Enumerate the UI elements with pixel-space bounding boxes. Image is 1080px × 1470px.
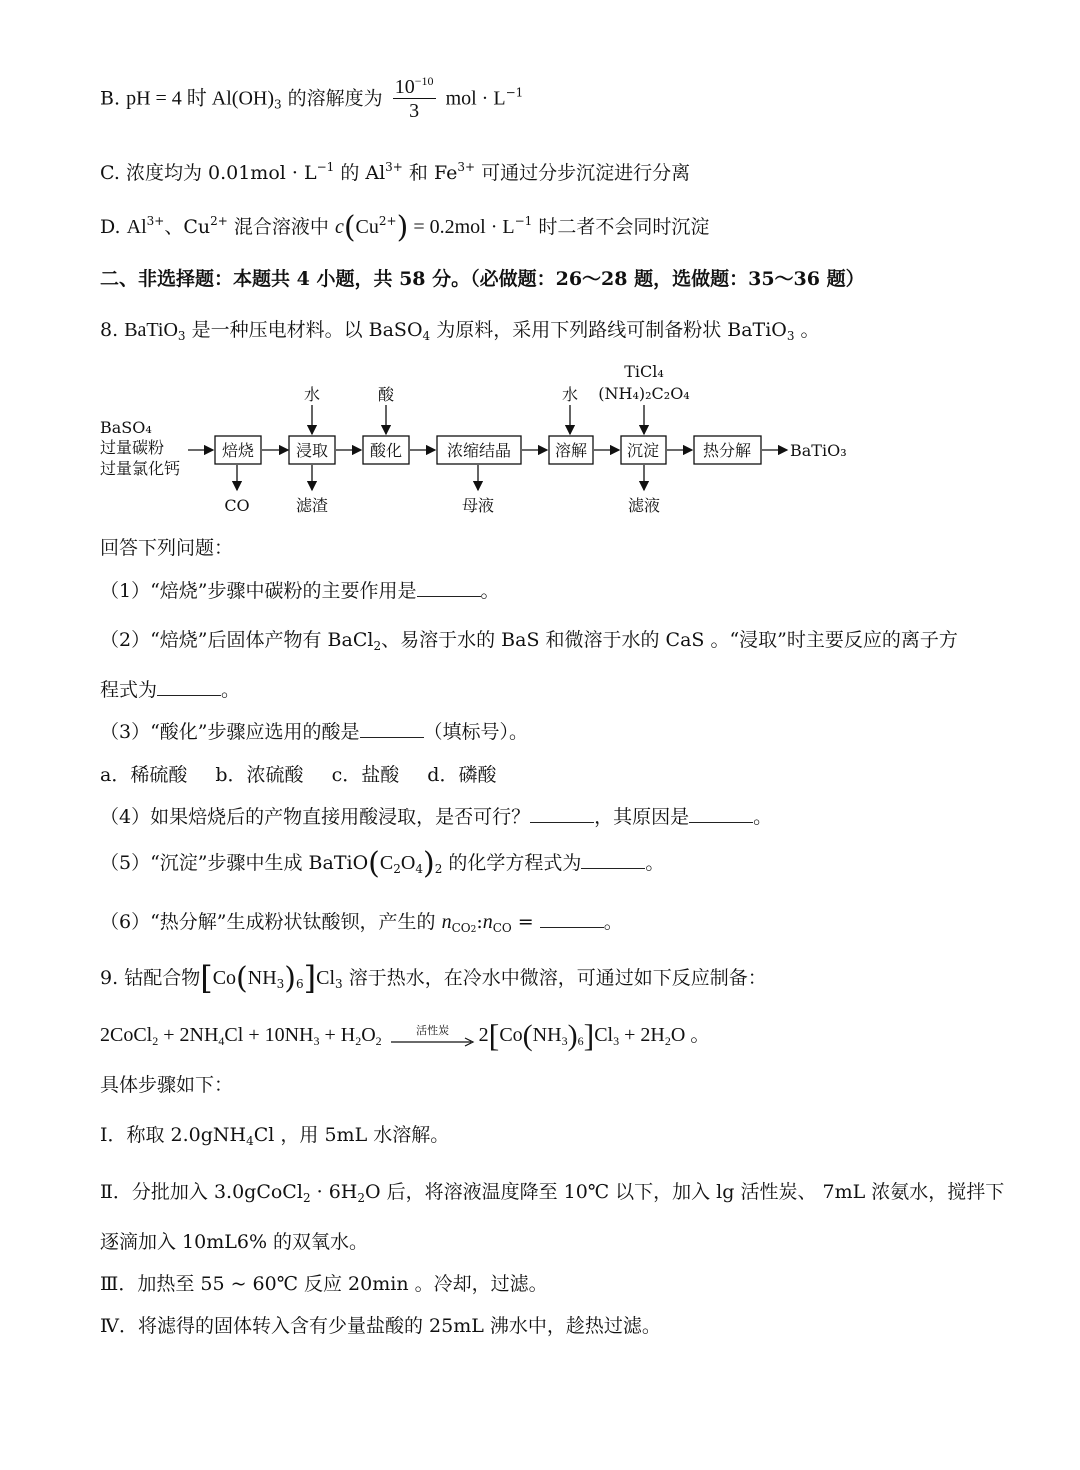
raw-material-1: BaSO₄	[100, 418, 152, 437]
reaction-arrow: 活性炭	[391, 1025, 475, 1047]
input-oxalate: (NH₄)₂C₂O₄	[598, 384, 690, 403]
answer-blank[interactable]	[157, 679, 221, 696]
question-8-stem: 8. BaTiO$_3$ 是一种压电材料。以 BaSO$_4$ 为原料，采用下列路线可制备粉状 BaTiO$_3$ 。	[100, 319, 820, 343]
step-1: Ⅰ．称取 2.0gNH$_4$Cl ，用 5mL 水溶解。	[100, 1124, 450, 1148]
step-2-cont: 逐滴加入 10mL6% 的双氧水。	[100, 1231, 369, 1253]
input-water-2: 水	[561, 385, 579, 404]
fraction: $\frac{10^{-10}}{3}$	[394, 74, 434, 122]
question-8-5: （5）“沉淀”步骤中生成 $BaTiO(C_2O_4)_2$ 的化学方程式为 。	[100, 846, 665, 881]
option-d: D. $Al^{3+}$、$Cu^{2+}$ 混合溶液中 $c(Cu^{2+}) = 0.2mol \cdot L^{-1}$ 时二者不会同时沉淀	[100, 210, 710, 245]
raw-material-3: 过量氯化钙	[100, 459, 181, 478]
step-label: 沉淀	[626, 441, 660, 460]
question-8-3-options	[100, 760, 496, 787]
section-header: 二、非选择题：本题共 4 小题，共 58 分。（必做题：26～28 题，选做题：35～36 题）	[100, 268, 865, 290]
step-label: 浓缩结晶	[446, 441, 512, 460]
step-label: 浸取	[295, 441, 329, 460]
option-a: a．稀硫酸	[100, 764, 188, 786]
question-8-4: （4）如果焙烧后的产物直接用酸浸取，是否可行？ ，其原因是 。	[100, 806, 773, 828]
option-c: c．盐酸	[331, 764, 400, 786]
option-d: d．磷酸	[427, 764, 497, 786]
raw-material-2: 过量碳粉	[100, 438, 165, 457]
step-label: 酸化	[369, 441, 403, 460]
option-letter: B.	[100, 87, 121, 110]
question-8-2-cont: 程式为 。	[100, 679, 241, 701]
reaction-equation: 2CoCl$_2$ + $2NH_4Cl + 10NH_3 + H_2O_2$ 活性炭 $2[Co(NH_3)_6]Cl_3 + 2H_2O$ 。	[100, 1017, 711, 1053]
output-residue: 滤渣	[295, 496, 329, 515]
step-2: Ⅱ．分批加入 3.0gCoCl$_2$ · $6H_2O$ 后，将溶液温度降至 10℃ 以下，加入 lg 活性炭、 7mL 浓氨水，搅拌下	[100, 1181, 1005, 1205]
question-8-6: （6）“热分解”生成粉状钛酸钡，产生的 $n_{CO2}:n_{CO}$ = 。	[100, 911, 623, 935]
question-8-2: （2）“焙烧”后固体产物有 BaCl$_2$、易溶于水的 BaS 和微溶于水的 CaS 。“浸取”时主要反应的离子方	[100, 629, 958, 653]
option-b: b．浓硫酸	[215, 764, 304, 786]
step-label: 溶解	[554, 441, 588, 460]
answer-intro: 回答下列问题：	[100, 537, 234, 559]
question-9-stem: 9. 钴配合物$[Co(NH_3)_6]Cl_3$ 溶于热水，在冷水中微溶，可通过如下反应制备：	[100, 959, 767, 997]
question-8-3: （3）“酸化”步骤应选用的酸是 （填标号）。	[100, 721, 529, 743]
option-b: B. pH = 4 时 $Al(OH)_3$ 的溶解度为 $\frac{10^{-10}}{3}$ mol · $L^{-1}$	[100, 74, 524, 122]
input-acid: 酸	[377, 385, 395, 404]
answer-blank[interactable]	[360, 721, 424, 738]
answer-blank[interactable]	[540, 911, 604, 928]
option-c: C. 浓度均为 $0.01mol \cdot L^{-1}$ 的 $Al^{3+}$ 和 $Fe^{3+}$ 可通过分步沉淀进行分离	[100, 160, 691, 184]
output-mother-liquor: 母液	[461, 496, 495, 515]
output-filtrate: 滤液	[627, 496, 661, 515]
answer-blank[interactable]	[417, 580, 481, 597]
step-3: Ⅲ．加热至 55 ~ 60℃ 反应 20min 。冷却，过滤。	[100, 1273, 548, 1295]
output-co: CO	[224, 496, 250, 515]
steps-intro: 具体步骤如下：	[100, 1074, 234, 1096]
question-8-1: （1）“焙烧”步骤中碳粉的主要作用是 。	[100, 580, 500, 602]
product-label: BaTiO₃	[790, 441, 847, 460]
answer-blank[interactable]	[530, 806, 594, 823]
step-4: Ⅳ．将滤得的固体转入含有少量盐酸的 25mL 沸水中，趁热过滤。	[100, 1315, 661, 1337]
right-arrow-icon	[391, 1037, 475, 1047]
step-label: 焙烧	[221, 441, 255, 460]
input-ticl4: TiCl₄	[624, 362, 664, 381]
process-flow-diagram	[95, 355, 875, 525]
answer-blank[interactable]	[581, 852, 645, 869]
step-label: 热分解	[702, 441, 752, 460]
input-water-1: 水	[303, 385, 321, 404]
answer-blank[interactable]	[689, 806, 753, 823]
